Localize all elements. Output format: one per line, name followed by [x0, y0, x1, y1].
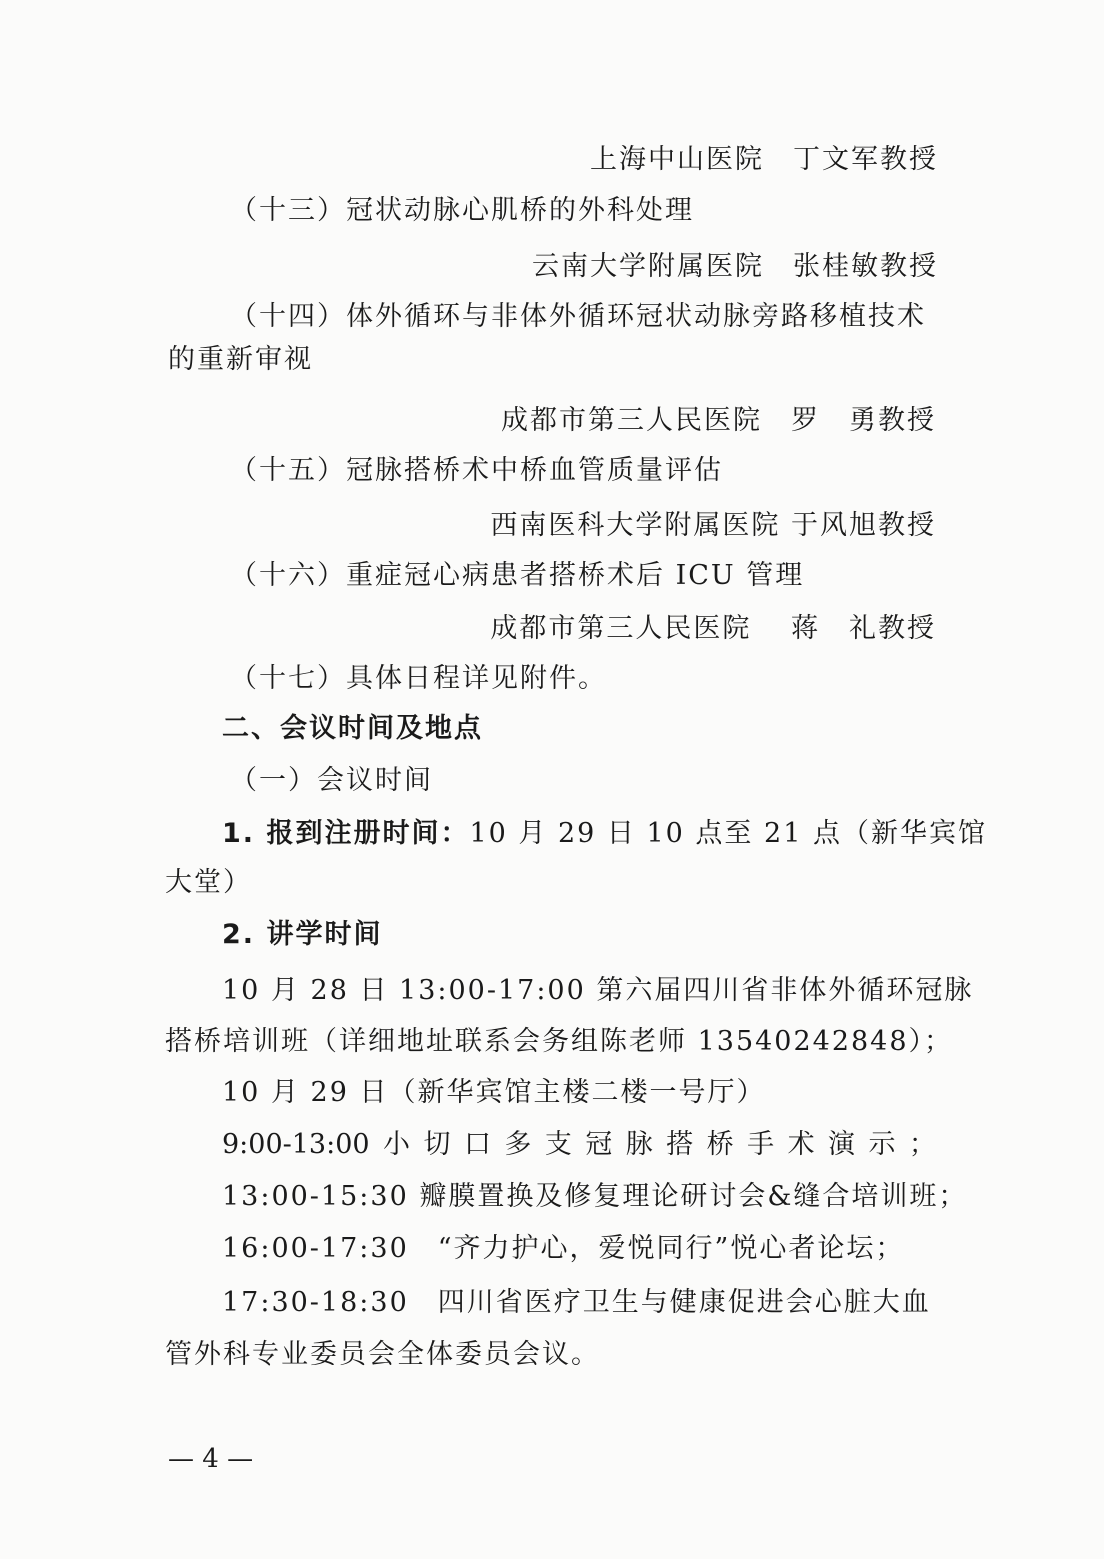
schedule-surgery-demo-time: 9:00-13:00 — [222, 1129, 370, 1160]
schedule-oct28: 10 月 28 日 13:00-17:00 第六届四川省非体外循环冠脉 — [222, 975, 974, 1006]
schedule-surgery-demo-char: 小 — [383, 1129, 411, 1160]
schedule-surgery-demo-char: 术 — [787, 1129, 815, 1160]
schedule-surgery-demo-char: 多 — [504, 1129, 532, 1160]
topic-14-continued: 的重新审视 — [168, 344, 313, 375]
schedule-surgery-demo-char: 示 — [868, 1129, 896, 1160]
speaker-line-chengdu-luo: 成都市第三人民医院 罗 勇教授 — [501, 405, 936, 436]
schedule-surgery-demo-char: 搭 — [666, 1129, 694, 1160]
registration-time-label: 1. 报到注册时间： — [222, 818, 470, 849]
topic-13: （十三）冠状动脉心肌桥的外科处理 — [230, 195, 694, 226]
schedule-surgery-demo-char: 冠 — [585, 1129, 613, 1160]
schedule-surgery-demo-char: 切 — [423, 1129, 451, 1160]
schedule-valve-seminar: 13:00-15:30 瓣膜置换及修复理论研讨会&缝合培训班； — [222, 1181, 968, 1212]
schedule-oct29-venue: 10 月 29 日（新华宾馆主楼二楼一号厅） — [222, 1077, 766, 1108]
schedule-surgery-demo-char: 手 — [747, 1129, 775, 1160]
registration-time-value: 10 月 29 日 10 点至 21 点（新华宾馆 — [469, 818, 987, 849]
topic-14: （十四）体外循环与非体外循环冠状动脉旁路移植技术 — [230, 301, 926, 332]
schedule-forum: 16:00-17:30 “齐力护心，爱悦同行”悦心者论坛； — [222, 1233, 905, 1264]
schedule-surgery-demo — [222, 1128, 936, 1162]
schedule-surgery-demo-char: 支 — [544, 1129, 572, 1160]
topic-16: （十六）重症冠心病患者搭桥术后 ICU 管理 — [230, 560, 805, 591]
speaker-line-southwest: 西南医科大学附属医院 于风旭教授 — [490, 510, 936, 541]
subsection-meeting-time: （一）会议时间 — [230, 765, 433, 796]
topic-15: （十五）冠脉搭桥术中桥血管质量评估 — [230, 455, 723, 486]
schedule-surgery-demo-char: 演 — [828, 1129, 856, 1160]
schedule-committee-meeting-continued: 管外科专业委员会全体委员会议。 — [165, 1339, 600, 1370]
speaker-line-zhongshan: 上海中山医院 丁文军教授 — [590, 144, 938, 175]
schedule-surgery-demo-char: 口 — [463, 1129, 491, 1160]
topic-17: （十七）具体日程详见附件。 — [230, 663, 607, 694]
registration-time-line — [222, 817, 987, 851]
section-heading-time-location: 二、会议时间及地点 — [222, 713, 483, 744]
registration-time-continued: 大堂） — [165, 867, 252, 898]
schedule-surgery-demo-char: 脉 — [625, 1129, 653, 1160]
page-number: — 4 — — [168, 1444, 254, 1474]
schedule-surgery-demo-char: ； — [908, 1129, 936, 1160]
lecture-time-heading: 2. 讲学时间 — [222, 919, 383, 950]
schedule-oct28-continued: 搭桥培训班（详细地址联系会务组陈老师 13540242848）； — [165, 1026, 954, 1057]
speaker-line-chengdu-jiang: 成都市第三人民医院 蒋 礼教授 — [490, 613, 936, 644]
schedule-committee-meeting: 17:30-18:30 四川省医疗卫生与健康促进会心脏大血 — [222, 1287, 931, 1318]
speaker-line-yunnan: 云南大学附属医院 张桂敏教授 — [532, 251, 938, 282]
schedule-surgery-demo-char: 桥 — [706, 1129, 734, 1160]
